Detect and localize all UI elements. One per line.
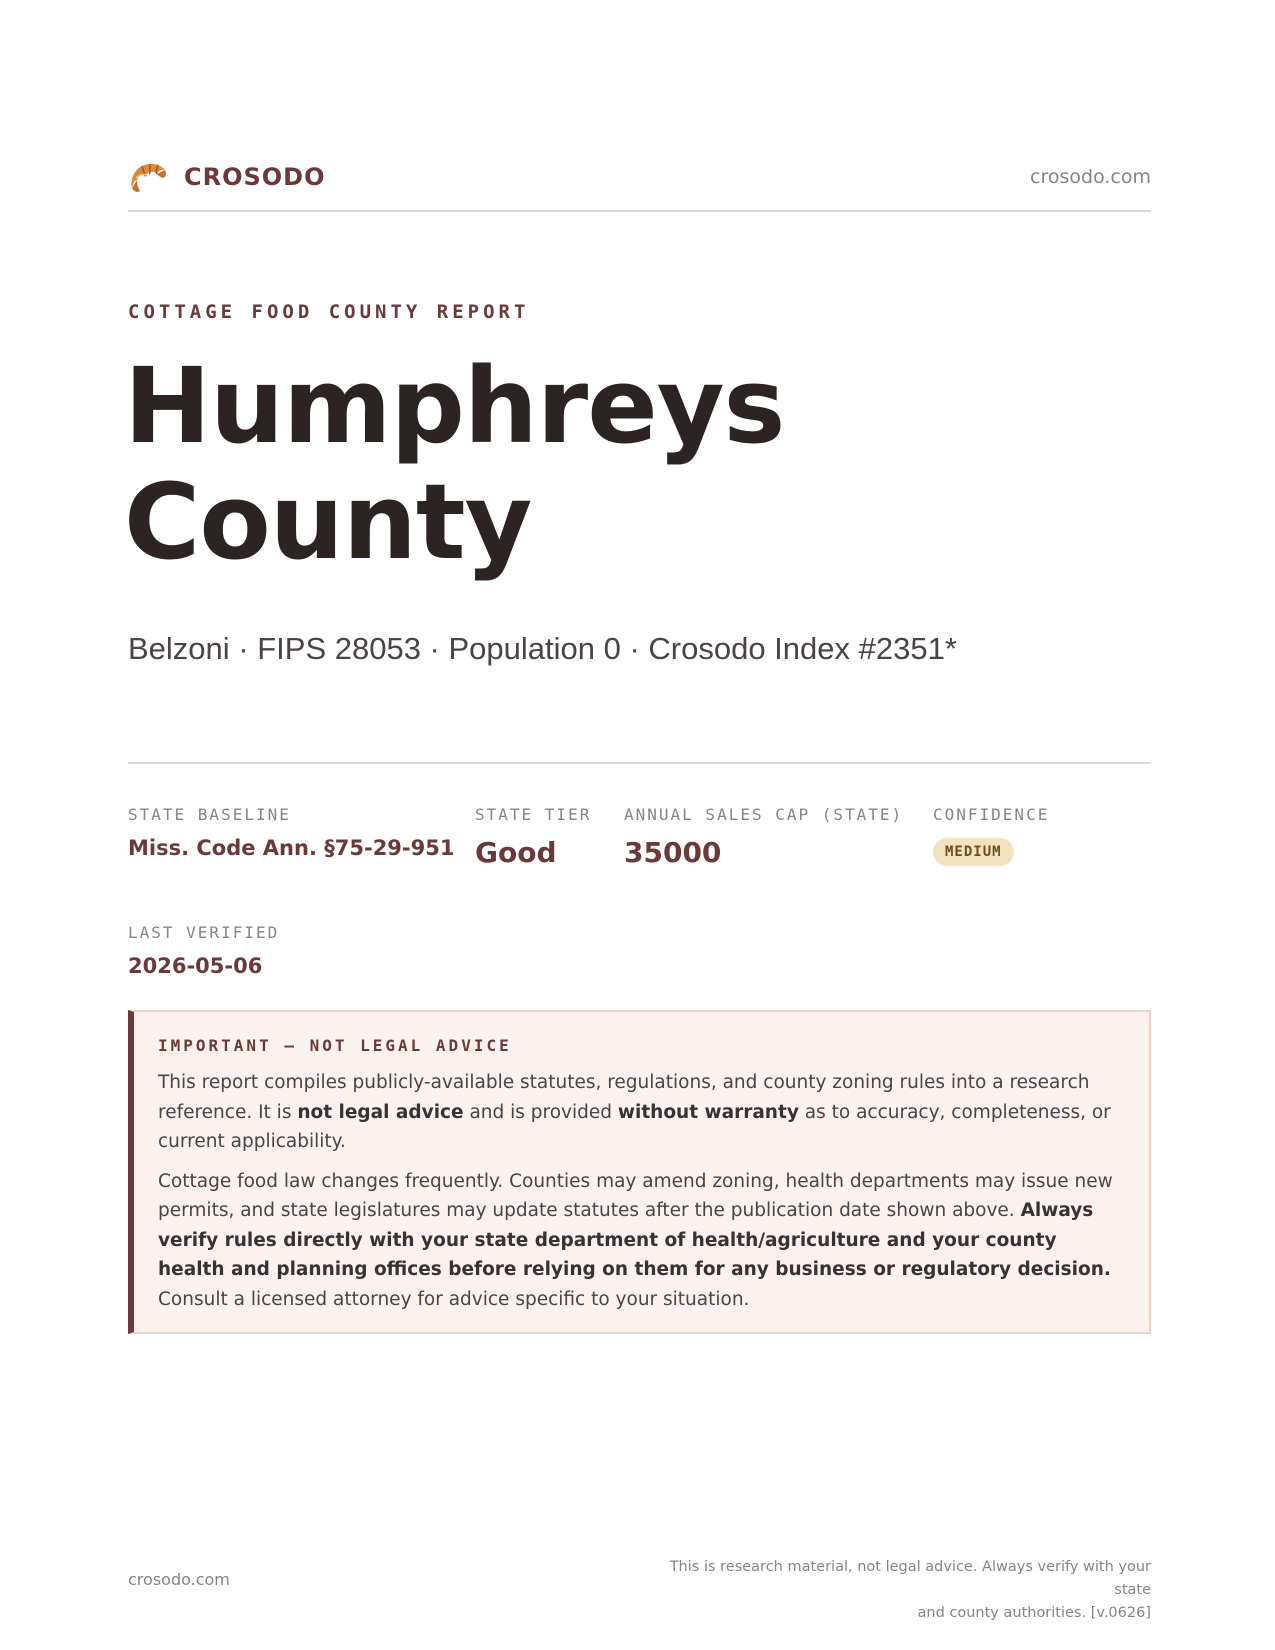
footer-disclaimer [631, 1556, 1151, 1625]
stat-label: STATE BASELINE [128, 805, 291, 824]
stat-state-tier [475, 805, 591, 869]
page-header [128, 158, 1151, 212]
title-line-2: County [124, 461, 532, 583]
stat-value: 2026-05-06 [128, 954, 263, 978]
croissant-icon [128, 158, 168, 196]
report-eyebrow: COTTAGE FOOD COUNTY REPORT [128, 301, 530, 323]
emphasis-without-warranty: without warranty [617, 1101, 799, 1123]
header-divider [128, 210, 1151, 212]
footer-site-url[interactable]: crosodo.com [128, 1570, 230, 1589]
disclaimer-body [158, 1068, 1128, 1314]
text-run: and is provided [463, 1101, 618, 1123]
disclaimer-paragraph-1 [158, 1068, 1128, 1157]
text-run: Cottage food law changes frequently. Counties may amend zoning, health departments may issue new permits, and state legislatures may update statutes after the publication date shown above. [158, 1170, 1113, 1221]
text-run: as to accuracy, completeness, or current applicability. [158, 1101, 1111, 1152]
footer-line-2: and county authorities. [v.0626] [917, 1605, 1151, 1621]
disclaimer-heading: IMPORTANT — NOT LEGAL ADVICE [158, 1036, 512, 1055]
emphasis-not-legal-advice: not legal advice [297, 1101, 464, 1123]
text-run: This report compiles publicly-available statutes, regulations, and county zoning rules into a research reference. It is [158, 1072, 1090, 1123]
stat-label: LAST VERIFIED [128, 923, 280, 942]
section-divider [128, 762, 1151, 764]
page-title [124, 345, 1024, 583]
stat-value: Miss. Code Ann. §75-29-951 [128, 836, 455, 860]
confidence-badge: MEDIUM [933, 838, 1014, 866]
text-run: Consult a licensed attorney for advice specific to your situation. [158, 1288, 750, 1310]
county-subtitle: Belzoni · FIPS 28053 · Population 0 · Crosodo Index #2351* [128, 631, 957, 666]
stat-last-verified [128, 923, 279, 978]
stat-confidence [933, 805, 1049, 866]
stat-label: ANNUAL SALES CAP (STATE) [624, 805, 904, 824]
brand[interactable] [128, 158, 326, 196]
stat-label: CONFIDENCE [933, 805, 1050, 824]
stat-state-baseline [128, 805, 454, 860]
footer-line-1: This is research material, not legal advice. Always verify with your state [669, 1559, 1151, 1598]
stat-value: Good [475, 836, 557, 869]
stat-value: 35000 [624, 836, 722, 869]
emphasis-verify-rules: Always verify rules directly with your state department of health/agriculture and your county health and planning offices before relying on them for any business or regulatory decision. [158, 1200, 1111, 1280]
site-url[interactable]: crosodo.com [1030, 166, 1151, 188]
disclaimer-paragraph-2 [158, 1167, 1128, 1315]
stat-label: STATE TIER [475, 805, 592, 824]
brand-name: CROSODO [184, 163, 326, 191]
stat-sales-cap [624, 805, 903, 869]
legal-disclaimer [128, 1010, 1151, 1334]
title-line-1: Humphreys [124, 345, 785, 467]
